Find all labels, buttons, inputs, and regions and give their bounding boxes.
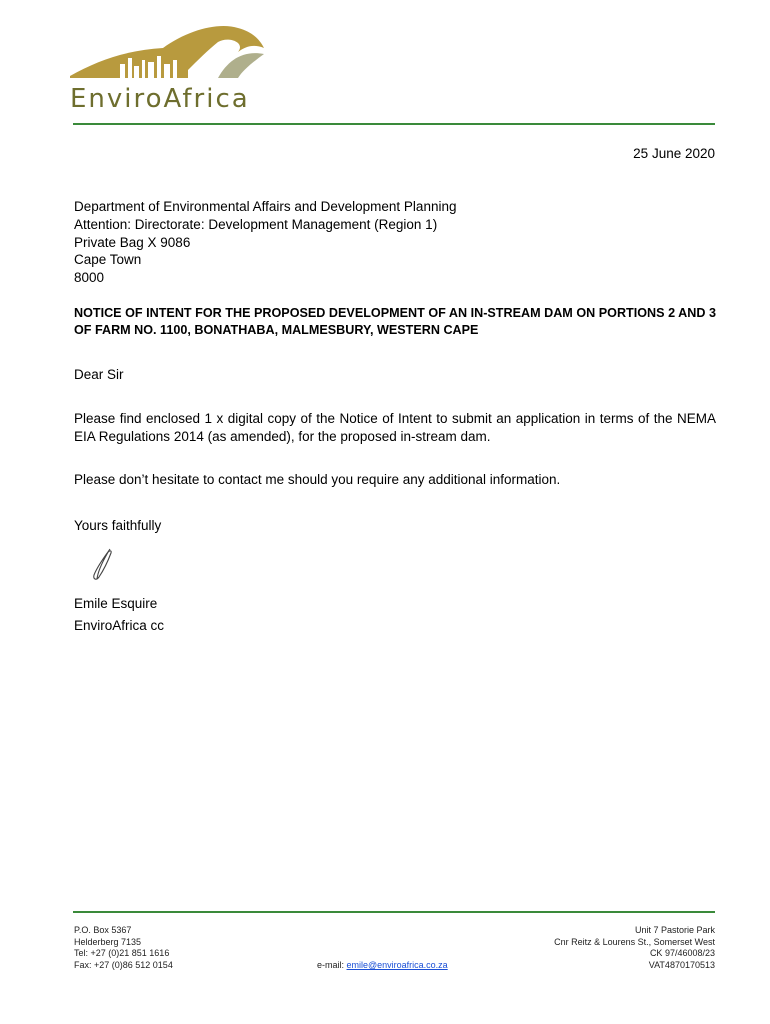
- logo-company-name: EnviroAfrica: [70, 84, 250, 114]
- body-paragraph: Please find enclosed 1 x digital copy of the Notice of Intent to submit an application in terms of the NEMA EIA Regulations 2014 (as amended), for the proposed in-stream dam.: [74, 411, 716, 444]
- address-line: Cape Town: [74, 252, 142, 268]
- footer-email: [317, 960, 448, 972]
- footer-line: Unit 7 Pastorie Park: [634, 925, 715, 935]
- letter-date: 25 June 2020: [633, 146, 715, 161]
- closing: Yours faithfully: [74, 518, 162, 533]
- signer-name: Emile Esquire: [74, 596, 158, 611]
- company-logo: [68, 20, 268, 120]
- salutation: Dear Sir: [74, 367, 124, 382]
- signer-company: EnviroAfrica cc: [74, 618, 165, 633]
- logo-mountain-graphic: [68, 20, 268, 86]
- recipient-address: [74, 198, 456, 287]
- handwritten-signature: [88, 545, 118, 585]
- body-paragraph: Please don’t hesitate to contact me should you require any additional information.: [74, 472, 561, 487]
- footer-postal-contact: [74, 925, 173, 971]
- letter-subject: NOTICE OF INTENT FOR THE PROPOSED DEVELOPMENT OF AN IN-STREAM DAM ON PORTIONS 2 AND 3 OF FARM NO. 1100, BONATHABA, MALMESBURY, WESTERN CAPE: [74, 306, 716, 337]
- address-line: Private Bag X 9086: [74, 234, 191, 250]
- footer-line: VAT4870170513: [648, 959, 715, 970]
- header-divider: [73, 123, 715, 125]
- address-line: 8000: [74, 270, 105, 286]
- footer-line: CK 97/46008/23: [649, 948, 715, 959]
- address-line: Attention: Directorate: Development Management (Region 1): [74, 216, 438, 232]
- address-line: Department of Environmental Affairs and Development Planning: [74, 199, 457, 214]
- footer-line: Tel: +27 (0)21 851 1616: [74, 948, 170, 959]
- footer-divider: [73, 911, 715, 913]
- email-label: e-mail:: [317, 960, 347, 970]
- footer-line: Helderberg 7135: [74, 936, 142, 947]
- footer-physical-address: [554, 925, 715, 971]
- footer-line: Fax: +27 (0)86 512 0154: [74, 959, 173, 970]
- email-link[interactable]: emile@enviroafrica.co.za: [346, 960, 448, 970]
- signer-block: [74, 593, 164, 637]
- footer-line: P.O. Box 5367: [74, 925, 132, 935]
- footer-line: Cnr Reitz & Lourens St., Somerset West: [554, 936, 715, 947]
